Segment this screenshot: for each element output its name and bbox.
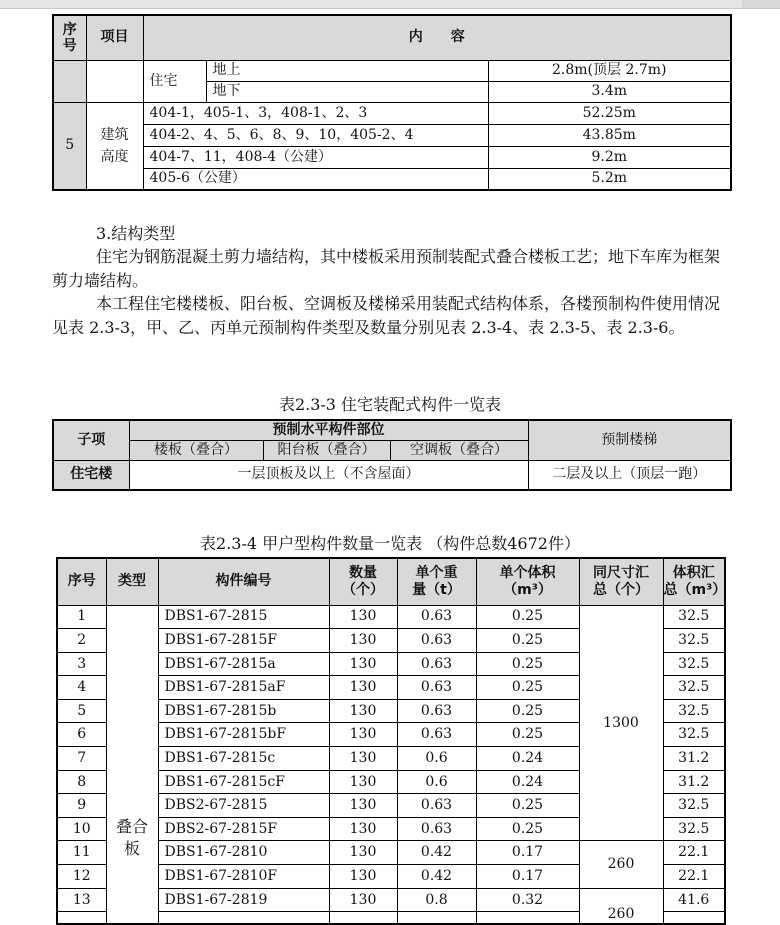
weight-cell: 0.63 bbox=[397, 723, 476, 747]
quantity-cell: 130 bbox=[329, 652, 397, 676]
weight-cell: 0.42 bbox=[397, 865, 476, 889]
above-ground-label: 地上 bbox=[206, 60, 488, 81]
component-quantity-table bbox=[56, 557, 726, 925]
same-size-total-cell: 1300 bbox=[579, 605, 663, 841]
volume-total-cell: 32.5 bbox=[663, 794, 725, 818]
code-cell: DBS1-67-2815a bbox=[158, 652, 329, 676]
quantity-cell: 130 bbox=[329, 699, 397, 723]
weight-cell: 0.6 bbox=[397, 747, 476, 771]
table2-caption: 表2.3-3 住宅装配式构件一览表 bbox=[278, 395, 502, 414]
weight-cell: 0.6 bbox=[397, 770, 476, 794]
code-cell: DBS1-67-2815c bbox=[158, 747, 329, 771]
building-height-table bbox=[52, 14, 732, 191]
code-cell: DBS1-67-2815cF bbox=[158, 770, 329, 794]
seq-cell: 4 bbox=[57, 676, 106, 700]
volume-total-cell: 41.6 bbox=[663, 888, 725, 912]
code-cell bbox=[158, 912, 329, 924]
header-seq: 序 号 bbox=[53, 15, 86, 60]
weight-cell: 0.63 bbox=[397, 605, 476, 629]
residence-label: 住宅 bbox=[143, 60, 206, 102]
header-code: 构件编号 bbox=[158, 558, 329, 605]
volume-cell: 0.25 bbox=[476, 794, 579, 818]
code-cell: DBS1-67-2810F bbox=[158, 865, 329, 889]
quantity-cell: 130 bbox=[329, 770, 397, 794]
volume-total-cell: 22.1 bbox=[663, 865, 725, 889]
quantity-cell: 130 bbox=[329, 676, 397, 700]
paragraph-prefab: 本工程住宅楼楼板、阳台板、空调板及楼梯采用装配式结构体系，各楼预制构件使用情况见表 2.3-3，甲、乙、丙单元预制构件类型及数量分别见表 2.3-4、表 2.3-5、表 2.3-6。 bbox=[52, 294, 721, 337]
volume-total-cell: 31.2 bbox=[663, 747, 725, 771]
row-horizontal-value: 一层顶板及以上（不含屋面） bbox=[129, 460, 528, 490]
code-cell: DBS2-67-2815F bbox=[158, 817, 329, 841]
below-ground-label: 地下 bbox=[206, 81, 488, 102]
code-cell: DBS1-67-2815F bbox=[158, 629, 329, 653]
volume-total-cell: 32.5 bbox=[663, 817, 725, 841]
volume-cell: 0.24 bbox=[476, 747, 579, 771]
table-row bbox=[57, 888, 725, 912]
header-seq: 序号 bbox=[57, 558, 106, 605]
table-body bbox=[57, 605, 725, 924]
volume-total-cell bbox=[663, 912, 725, 924]
height-value: 5.2m bbox=[488, 168, 731, 190]
height-label: 建筑 高度 bbox=[86, 102, 143, 190]
volume-cell bbox=[476, 912, 579, 924]
volume-total-cell: 32.5 bbox=[663, 723, 725, 747]
table3-caption: 表2.3-4 甲户型构件数量一览表 （构件总数4672件） bbox=[200, 534, 580, 553]
building-list: 404-2、4、5、6、8、9、10，405-2、4 bbox=[143, 124, 488, 146]
seq-cell: 1 bbox=[57, 605, 106, 629]
volume-total-cell: 32.5 bbox=[663, 629, 725, 653]
header-content: 内 容 bbox=[143, 15, 731, 60]
header-floor-slab: 楼板（叠合） bbox=[129, 440, 263, 460]
quantity-cell: 130 bbox=[329, 605, 397, 629]
table-row bbox=[57, 841, 725, 865]
weight-cell: 0.63 bbox=[397, 817, 476, 841]
same-size-total-cell: 260 bbox=[579, 841, 663, 888]
height-value: 52.25m bbox=[488, 102, 731, 124]
quantity-cell: 130 bbox=[329, 841, 397, 865]
seq-blank-cell bbox=[53, 60, 86, 102]
above-ground-value: 2.8m(顶层 2.7m) bbox=[488, 60, 731, 81]
volume-total-cell: 32.5 bbox=[663, 699, 725, 723]
seq-cell: 10 bbox=[57, 817, 106, 841]
header-stairs: 预制楼梯 bbox=[528, 420, 731, 460]
seq-cell: 6 bbox=[57, 723, 106, 747]
code-cell: DBS2-67-2815 bbox=[158, 794, 329, 818]
viewer-corner bbox=[742, 0, 780, 8]
building-list: 405-6（公建） bbox=[143, 168, 488, 190]
height-value: 9.2m bbox=[488, 146, 731, 168]
seq-cell: 11 bbox=[57, 841, 106, 865]
volume-cell: 0.25 bbox=[476, 676, 579, 700]
seq-cell: 7 bbox=[57, 747, 106, 771]
same-size-total-cell: 260 bbox=[579, 888, 663, 924]
row-stairs-value: 二层及以上（顶层一跑） bbox=[528, 460, 731, 490]
code-cell: DBS1-67-2810 bbox=[158, 841, 329, 865]
quantity-cell: 130 bbox=[329, 888, 397, 912]
weight-cell: 0.63 bbox=[397, 699, 476, 723]
weight-cell: 0.63 bbox=[397, 652, 476, 676]
code-cell: DBS1-67-2815b bbox=[158, 699, 329, 723]
volume-cell: 0.24 bbox=[476, 770, 579, 794]
seq-cell: 13 bbox=[57, 888, 106, 912]
header-balcony: 阳台板（叠合） bbox=[263, 440, 390, 460]
row-residence-label: 住宅楼 bbox=[53, 460, 129, 490]
code-cell: DBS1-67-2815aF bbox=[158, 676, 329, 700]
weight-cell: 0.42 bbox=[397, 841, 476, 865]
weight-cell: 0.63 bbox=[397, 676, 476, 700]
volume-cell: 0.25 bbox=[476, 629, 579, 653]
volume-cell: 0.25 bbox=[476, 652, 579, 676]
paragraph-structure: 住宅为钢筋混凝土剪力墙结构，其中楼板采用预制装配式叠合楼板工艺；地下车库为框架剪力墙结构。 bbox=[52, 247, 721, 290]
quantity-cell: 130 bbox=[329, 723, 397, 747]
header-unit-weight: 单个重 量（t） bbox=[397, 558, 476, 605]
quantity-cell: 130 bbox=[329, 747, 397, 771]
quantity-cell: 130 bbox=[329, 817, 397, 841]
blank-item-cell bbox=[86, 60, 143, 102]
quantity-cell: 130 bbox=[329, 865, 397, 889]
volume-cell: 0.32 bbox=[476, 888, 579, 912]
header-item: 项目 bbox=[86, 15, 143, 60]
header-ac-panel: 空调板（叠合） bbox=[390, 440, 528, 460]
volume-cell: 0.17 bbox=[476, 865, 579, 889]
seq-cell: 5 bbox=[57, 699, 106, 723]
seq-cell: 3 bbox=[57, 652, 106, 676]
volume-total-cell: 31.2 bbox=[663, 770, 725, 794]
type-cell: 叠合 板 bbox=[106, 605, 158, 924]
seq-cell: 8 bbox=[57, 770, 106, 794]
weight-cell: 0.8 bbox=[397, 888, 476, 912]
building-list: 404-1，405-1、3，408-1、2、3 bbox=[143, 102, 488, 124]
seq-cell: 2 bbox=[57, 629, 106, 653]
quantity-cell: 130 bbox=[329, 794, 397, 818]
prefab-parts-table bbox=[52, 419, 732, 491]
quantity-cell bbox=[329, 912, 397, 924]
building-list: 404-7、11，408-4（公建） bbox=[143, 146, 488, 168]
header-same-size-total: 同尺寸汇 总（个） bbox=[579, 558, 663, 605]
header-quantity: 数量 （个） bbox=[329, 558, 397, 605]
below-ground-value: 3.4m bbox=[488, 81, 731, 102]
volume-cell: 0.25 bbox=[476, 605, 579, 629]
volume-total-cell: 32.5 bbox=[663, 605, 725, 629]
quantity-cell: 130 bbox=[329, 629, 397, 653]
volume-cell: 0.17 bbox=[476, 841, 579, 865]
table-row bbox=[57, 605, 725, 629]
viewer-top-edge bbox=[0, 0, 780, 9]
code-cell: DBS1-67-2815bF bbox=[158, 723, 329, 747]
height-value: 43.85m bbox=[488, 124, 731, 146]
header-volume-total: 体积汇 总（m³） bbox=[663, 558, 725, 605]
volume-total-cell: 32.5 bbox=[663, 676, 725, 700]
volume-cell: 0.25 bbox=[476, 817, 579, 841]
weight-cell: 0.63 bbox=[397, 629, 476, 653]
volume-cell: 0.25 bbox=[476, 723, 579, 747]
header-unit-volume: 单个体积 （m³） bbox=[476, 558, 579, 605]
weight-cell: 0.63 bbox=[397, 794, 476, 818]
volume-cell: 0.25 bbox=[476, 699, 579, 723]
volume-total-cell: 22.1 bbox=[663, 841, 725, 865]
code-cell: DBS1-67-2815 bbox=[158, 605, 329, 629]
seq-cell: 12 bbox=[57, 865, 106, 889]
volume-total-cell: 32.5 bbox=[663, 652, 725, 676]
header-sub-item: 子项 bbox=[53, 420, 129, 460]
section-heading: 3.结构类型 bbox=[96, 224, 176, 243]
code-cell: DBS1-67-2819 bbox=[158, 888, 329, 912]
seq-cell bbox=[57, 912, 106, 924]
weight-cell bbox=[397, 912, 476, 924]
height-seq: 5 bbox=[53, 102, 86, 190]
seq-cell: 9 bbox=[57, 794, 106, 818]
header-horizontal: 预制水平构件部位 bbox=[129, 420, 528, 440]
header-type: 类型 bbox=[106, 558, 158, 605]
